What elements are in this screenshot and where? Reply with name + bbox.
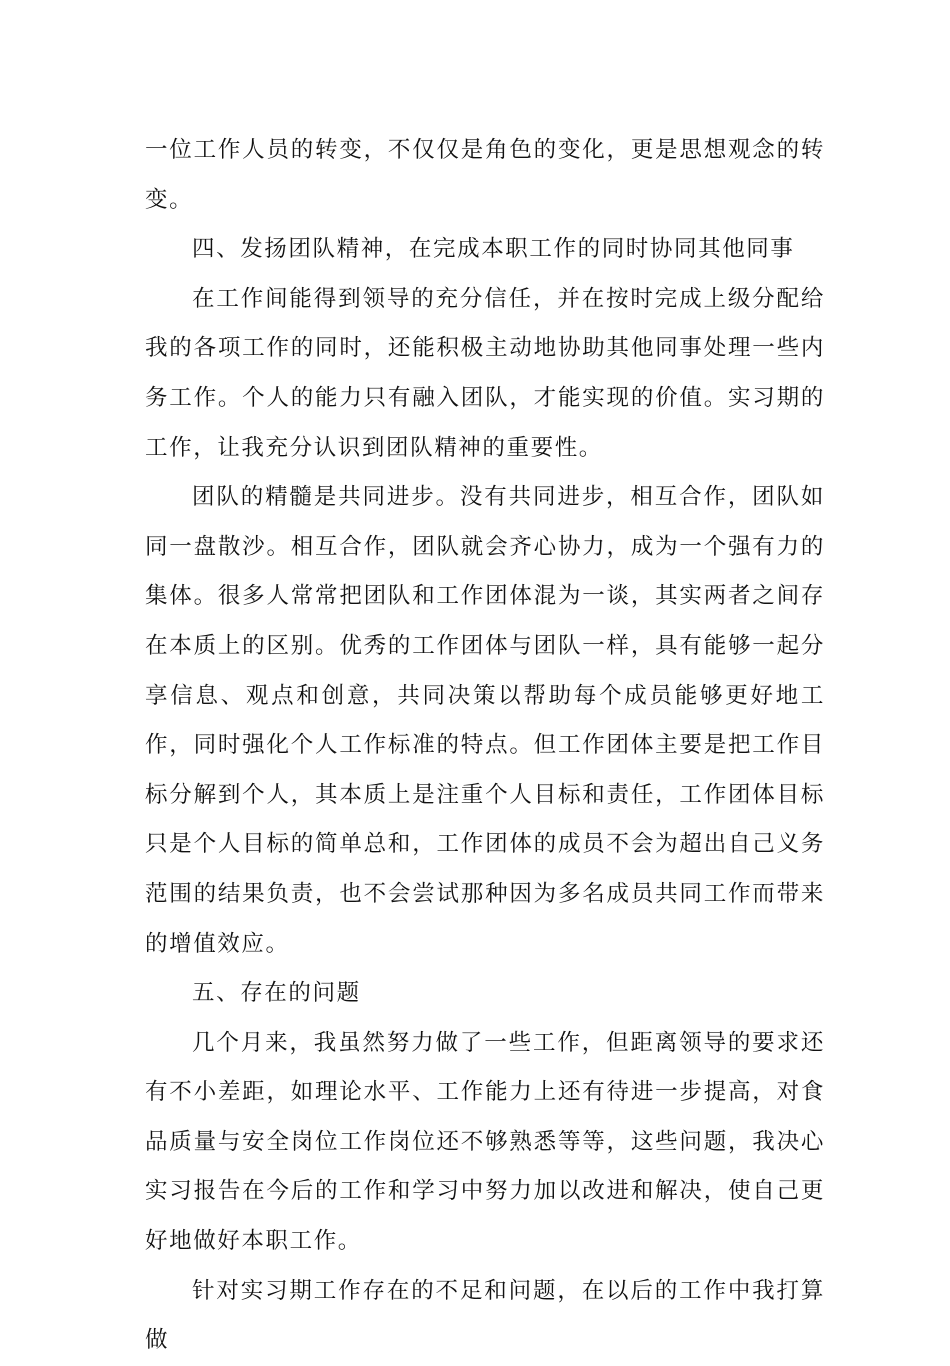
paragraph-problems: 几个月来，我虽然努力做了一些工作，但距离领导的要求还有不小差距，如理论水平、工作能力上还有待进一步提高，对食品质量与安全岗位工作岗位还不够熟悉等等，这些问题，我决心实习报告在今后的工作和学习中努力加以改进和解决，使自己更好地做好本职工作。 [145,1029,825,1255]
document-body [145,126,825,1366]
paragraph-team-essence: 团队的精髓是共同进步。没有共同进步，相互合作，团队如同一盘散沙。相互合作，团队就会齐心协力，成为一个强有力的集体。很多人常常把团队和工作团体混为一谈，其实两者之间存在本质上的区别。优秀的工作团体与团队一样，具有能够一起分享信息、观点和创意，共同决策以帮助每个成员能够更好地工作，同时强化个人工作标准的特点。但工作团体主要是把工作目标分解到个人，其本质上是注重个人目标和责任，工作团体目标只是个人目标的简单总和，工作团体的成员不会为超出自己义务范围的结果负责，也不会尝试那种因为多名成员共同工作而带来的增值效应。 [145,484,825,957]
section-heading-four: 四、发扬团队精神，在完成本职工作的同时协同其他同事 [192,236,795,263]
paragraph-continuation: 一位工作人员的转变，不仅仅是角色的变化，更是思想观念的转变。 [145,137,825,213]
paragraph-trust: 在工作间能得到领导的充分信任，并在按时完成上级分配给我的各项工作的同时，还能积极主动地协助其他同事处理一些内务工作。个人的能力只有融入团队，才能实现的价值。实习期的工作，让我充分认识到团队精神的重要性。 [145,285,825,461]
section-heading-five: 五、存在的问题 [192,980,361,1007]
paragraph-plan: 针对实习期工作存在的不足和问题，在以后的工作中我打算做 [145,1277,825,1354]
